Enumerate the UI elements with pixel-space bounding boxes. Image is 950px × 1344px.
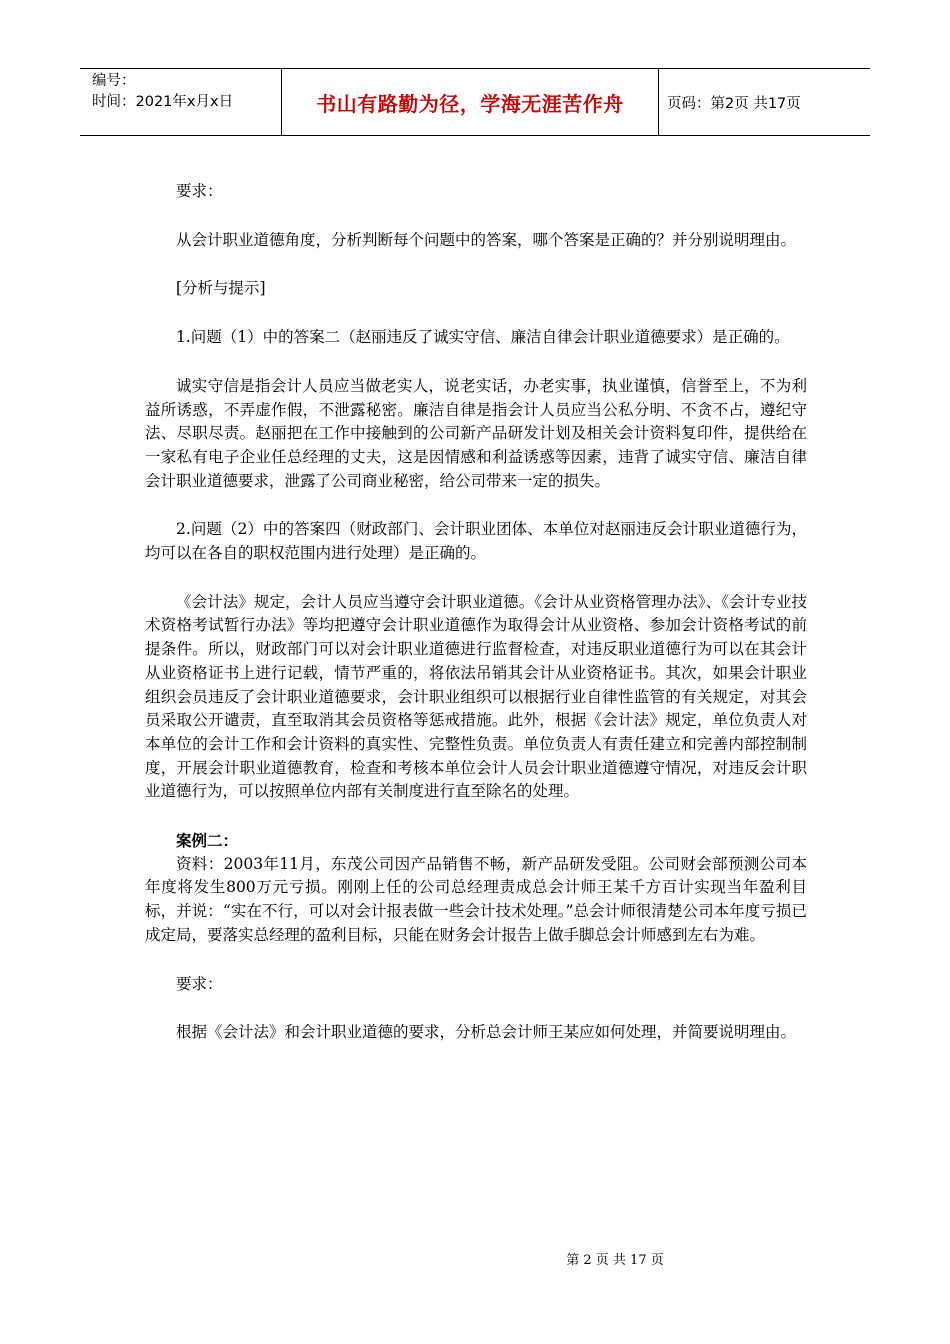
- header-page-info: 页码：第2页 共17页: [667, 95, 801, 112]
- page-header: [80, 68, 870, 136]
- requirement-text: 从会计职业道德角度，分析判断每个问题中的答案，哪个答案是正确的？并分别说明理由。: [176, 230, 797, 249]
- header-meta: [80, 69, 282, 135]
- page-footer: 第 2 页 共 17 页: [566, 1253, 664, 1268]
- answer-1-explanation: 诚实守信是指会计人员应当做老实人，说老实话，办老实事，执业谨慎，信誉至上，不为利益所诱惑，不弄虚作假，不泄露秘密。廉洁自律是指会计人员应当公私分明、不贪不占，遵纪守法、尽职尽责。赵丽把在工作中接触到的公司新产品研发计划及相关会计资料复印件，提供给在一家私有电子企业任总经理的丈夫，这是因情感和利益诱惑等因素，违背了诚实守信、廉洁自律会计职业道德要求，泄露了公司商业秘密，给公司带来一定的损失。: [145, 376, 807, 490]
- answer-2: 2.问题（2）中的答案四（财政部门、会计职业团体、本单位对赵丽违反会计职业道德行为，均可以在各自的职权范围内进行处理）是正确的。: [145, 520, 807, 563]
- requirement-heading: 要求：: [176, 182, 223, 200]
- header-motto: 书山有路勤为径，学海无涯苦作舟: [282, 69, 659, 135]
- case-2-material: 资料：2003年11月，东茂公司因产品销售不畅，新产品研发受阻。公司财会部预测公司本年度将发生800万元亏损。刚刚上任的公司总经理责成总会计师王某千方百计实现当年盈利目标，并说：“实在不行，可以对会计报表做一些会计技术处理。”总会计师很清楚公司本年度亏损已成定局，要落实总经理的盈利目标，只能在财务会计报告上做手脚总会计师感到左右为难。: [145, 854, 807, 944]
- analysis-heading: [分析与提示]: [176, 279, 266, 298]
- case-2-requirement-heading: 要求：: [176, 974, 223, 993]
- document-body: [145, 180, 807, 1070]
- time-label: 时间：2021年x月x日: [92, 94, 234, 110]
- case-2-title: 案例二：: [176, 831, 239, 851]
- number-label: 编号：: [92, 73, 136, 89]
- answer-1: 1.问题（1）中的答案二（赵丽违反了诚实守信、廉洁自律会计职业道德要求）是正确的。: [176, 328, 790, 347]
- case-2-requirement-text: 根据《会计法》和会计职业道德的要求，分析总会计师王某应如何处理，并简要说明理由。: [176, 1023, 797, 1042]
- answer-2-explanation: 《会计法》规定，会计人员应当遵守会计职业道德。《会计从业资格管理办法》、《会计专业技术资格考试暂行办法》等均把遵守会计职业道德作为取得会计从业资格、参加会计资格考试的前提条件。所以，财政部门可以对会计职业道德进行监督检查，对违反职业道德行为可以在其会计从业资格证书上进行记载，情节严重的，将依法吊销其会计从业资格证书。其次，如果会计职业组织会员违反了会计职业道德要求，会计职业组织可以根据行业自律性监管的有关规定，对其会员采取公开谴责，直至取消其会员资格等惩戒措施。此外，根据《会计法》规定，单位负责人对本单位的会计工作和会计资料的真实性、完整性负责。单位负责人有责任建立和完善内部控制制度，开展会计职业道德教育，检查和考核本单位会计人员会计职业道德遵守情况，对违反会计职业道德行为，可以按照单位内部有关制度进行直至除名的处理。: [145, 592, 807, 801]
